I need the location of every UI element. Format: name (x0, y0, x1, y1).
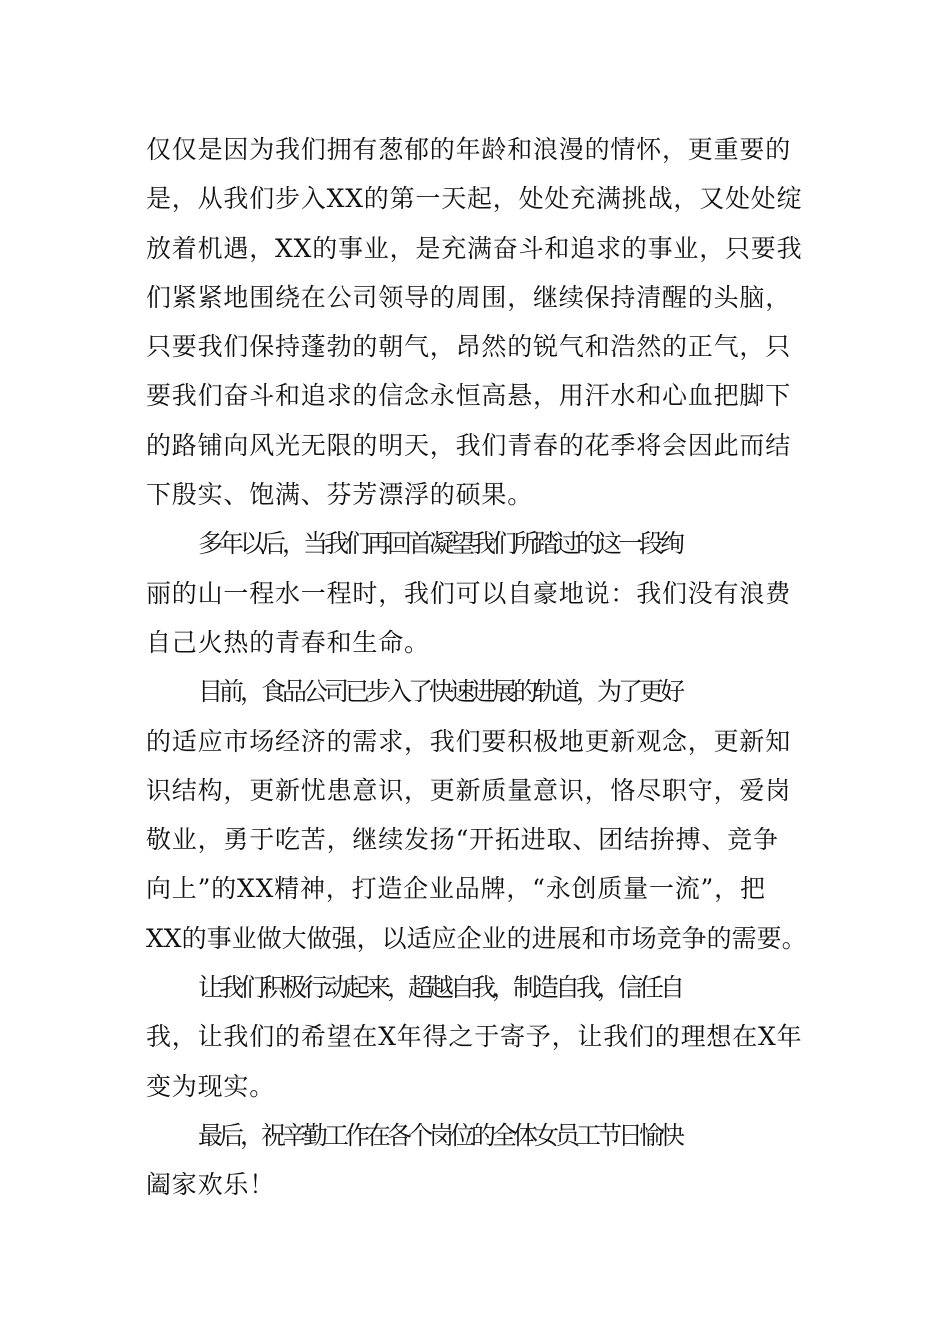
text-line: 放着机遇，XX的事业，是充满奋斗和追求的事业，只要我 (146, 233, 803, 263)
text-line: 只要我们保持蓬勃的朝气，昂然的锐气和浩然的正气，只 (146, 332, 792, 362)
document-body (146, 125, 808, 1210)
text-line: 是，从我们步入XX的第一天起，处处充满挑战，又处处绽 (146, 184, 803, 214)
text-line: 下殷实、饱满、芬芳漂浮的硕果。 (146, 480, 534, 510)
paragraph-2 (146, 519, 808, 667)
text-line: 我，让我们的希望在X年得之于寄予，让我们的理想在X年 (146, 1022, 803, 1052)
text-line: 丽的山一程水一程时，我们可以自豪地说：我们没有浪费 (146, 578, 792, 608)
text-line: XX的事业做大做强，以适应企业的进展和市场竞争的需要。 (146, 923, 807, 953)
text-line: 识结构，更新忧患意识，更新质量意识，恪尽职守，爱岗 (146, 775, 792, 805)
text-line: 仅仅是因为我们拥有葱郁的年龄和浪漫的情怀，更重要的 (146, 135, 792, 164)
text-line: 自己火热的青春和生命。 (146, 627, 430, 657)
text-line: 们紧紧地围绕在公司领导的周围，继续保持清醒的头脑， (146, 282, 792, 312)
text-line: 敬业，勇于吃苦，继续发扬“开拓进取、团结拚搏、竞争 (146, 825, 779, 855)
text-line: 要我们奋斗和追求的信念永恒高悬，用汗水和心血把脚下 (146, 381, 792, 411)
text-line: 多年以后，当我们再回首凝望我们所踏过的这一段绚 (198, 529, 682, 559)
paragraph-3 (146, 667, 808, 963)
text-line: 让我们积极行动起来，超越自我，制造自我，信任自 (198, 973, 682, 1003)
text-line: 的适应市场经济的需求，我们要积极地更新观念，更新知 (146, 726, 792, 756)
paragraph-5 (146, 1111, 808, 1210)
text-line: 变为现实。 (146, 1071, 276, 1101)
text-line: 最后，祝辛勤工作在各个岗位的全体女员工节日愉快 (198, 1120, 682, 1150)
paragraph-4 (146, 963, 808, 1111)
text-line: 的路铺向风光无限的明天，我们青春的花季将会因此而结 (146, 430, 792, 460)
text-line: 阖家欢乐！ (146, 1170, 276, 1200)
text-line: 目前，食品公司已步入了快速进展的轨道，为了更好 (198, 677, 682, 707)
text-line: 向上”的XX精神，打造企业品牌，“永创质量一流”，把 (146, 874, 766, 904)
paragraph-1 (146, 125, 808, 519)
